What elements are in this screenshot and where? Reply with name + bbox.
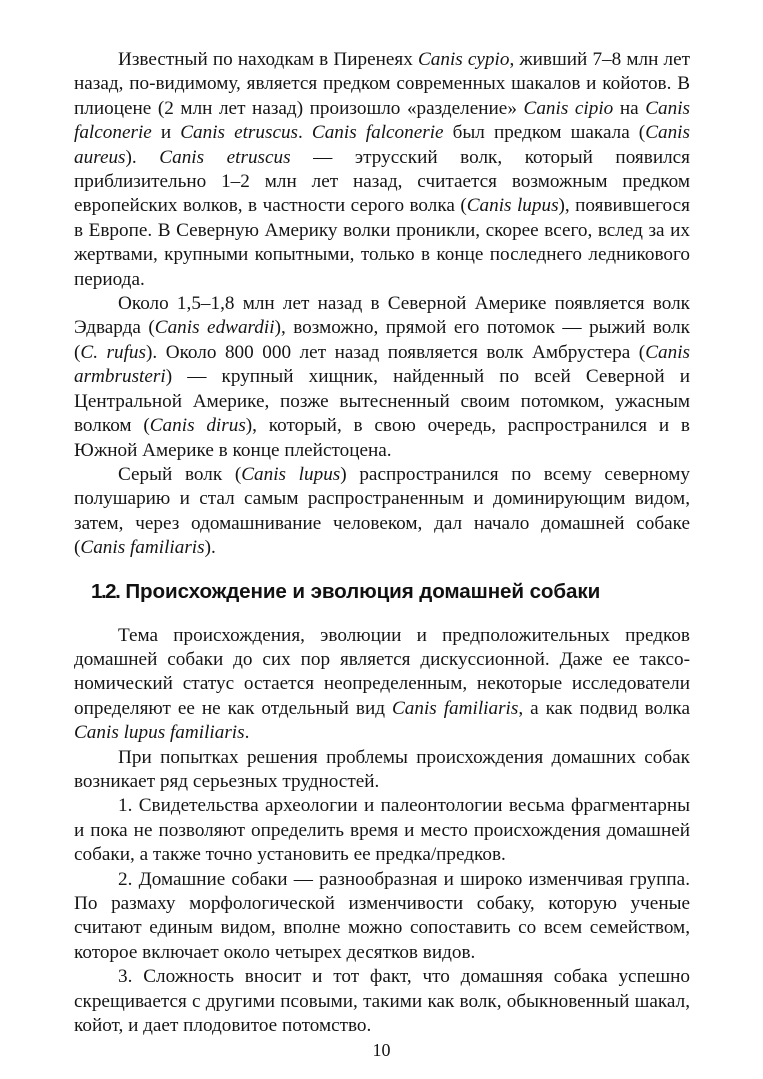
text-run: — этрусский волк, который появился приблизительно 1–2 млн лет назад, считается возможным предком европейских волков, в частности серого волка ( <box>74 146 690 217</box>
text-run: ). <box>125 146 160 168</box>
text-run: был предком шакала ( <box>443 122 646 144</box>
species-name: Canis armbrusteri <box>74 341 690 388</box>
text-run: и <box>151 122 181 144</box>
section-heading <box>74 578 690 606</box>
paragraph <box>74 624 690 746</box>
paragraphs-top <box>74 48 690 561</box>
species-name: C. rufus <box>80 341 146 363</box>
text-run: 3. Сложность вносит и тот факт, что домашняя собака успешно скрещивается с другими псовыми, такими как волк, обыкновенный шакал, койот, и дает плодовитое потомство. <box>74 966 690 1037</box>
text-run: ), который, в свою очередь, распространился и в Южной Америке в конце плейстоцена. <box>74 415 690 461</box>
text-run: ). Около 800 000 лет назад появляется волк Амбрустера ( <box>145 341 646 363</box>
section-title: Происхождение и эволюция домашней собаки <box>125 579 601 603</box>
text-run: ). <box>204 537 216 559</box>
species-name: Canis edwardii <box>154 317 275 339</box>
species-name: Canis falconerie <box>311 122 444 144</box>
species-name: Canis cypio <box>417 49 510 70</box>
paragraphs-bottom <box>74 624 690 1039</box>
text-run: При попытках решения проблемы происхождения домашних собак возникает ряд серьезных трудностей. <box>74 746 690 792</box>
species-name: Canis aureus <box>74 122 690 168</box>
species-name: Canis dirus <box>149 415 246 437</box>
species-name: Canis lupus <box>466 195 559 217</box>
text-run: , а как подвид волка <box>518 697 690 719</box>
text-run: ), возможно, прямой его потомок — рыжий волк ( <box>74 317 690 363</box>
page-number: 10 <box>372 1040 391 1060</box>
species-name: Canis falconerie <box>74 97 690 144</box>
paragraph <box>74 292 690 463</box>
text-run: ), появившегося в Европе. В Северную Америку волки проникли, скорее всего, вслед за их жертвами, крупными копытными, только в конце последнего ледникового периода. <box>74 195 690 290</box>
text-run: Около 1,5–1,8 млн лет назад в Северной Америке появляется волк Эдварда ( <box>74 293 690 339</box>
paragraph <box>74 463 690 561</box>
species-name: Canis etruscus <box>180 122 299 144</box>
paragraph <box>74 48 690 292</box>
text-run: Известный по находкам в Пиренеях <box>118 49 418 70</box>
text-run: 1. Свидетельства археологии и палеонтологии весьма фрагментарны и пока не позволяют определить время и место происхождения домашней собаки, а также точно установить ее предка/предков. <box>74 795 690 866</box>
text-run: ) — крупный хищник, найденный по всей Северной и Центральной Америке, позже вытесненный своим потомком, ужасным волком ( <box>74 366 690 437</box>
text-run: 2. Домашние собаки — разнообразная и широко изменчивая группа. По размаху морфологической изменчивости собаку, которую ученые считают единым видом, вполне можно сопоставить со всем семейством, которое включает около четырех десятков видов. <box>74 868 690 963</box>
text-run: на <box>613 97 646 119</box>
text-run: Тема происхождения, эволюции и предположительных предков домашней собаки до сих пор является дискуссионной. Даже ее таксономический статус остается неопределенным, некоторые исследователи определяют ее не как отдельный вид <box>74 624 690 719</box>
text-run: . <box>244 722 250 744</box>
text-run: . <box>298 122 312 144</box>
paragraph <box>74 868 690 966</box>
species-name: Canis familiaris <box>80 537 205 559</box>
species-name: Canis cipio <box>523 97 614 119</box>
species-name: Canis lupus <box>241 463 341 485</box>
species-name: Canis familiaris <box>391 697 519 719</box>
section-number: 1.2. <box>91 579 120 603</box>
paragraph <box>74 965 690 1038</box>
paragraph <box>74 746 690 795</box>
text-run: , живший 7–8 млн лет назад, по-видимому, является предком современных шакалов и койотов. В плиоцене (2 млн лет назад) произошло «разделение» <box>74 49 690 119</box>
species-name: Canis etruscus <box>159 146 291 168</box>
text-run: Серый волк ( <box>118 463 242 485</box>
page-body <box>74 48 690 1038</box>
paragraph <box>74 794 690 867</box>
species-name: Canis lupus familiaris <box>74 722 245 744</box>
text-run: ) распространился по всему северному полушарию и стал самым распространенным и доминирующим видом, затем, через одомашнивание человеком, дал начало домашней собаке ( <box>74 463 690 559</box>
